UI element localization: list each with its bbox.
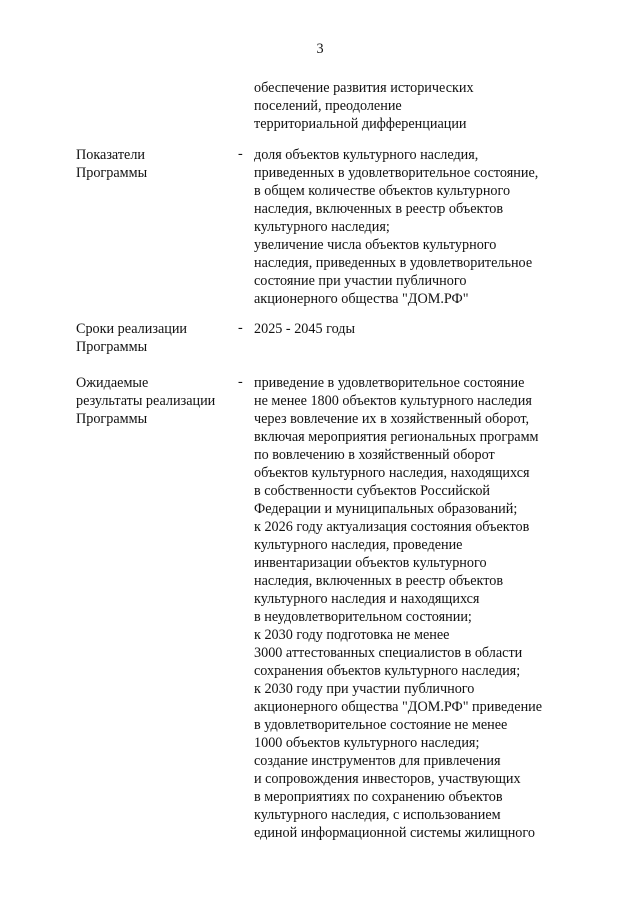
text-line: и сопровождения инвесторов, участвующих: [254, 771, 521, 787]
row-content: [254, 146, 584, 308]
row-dash: -: [238, 146, 243, 162]
text-line: единой информационной системы жилищного: [254, 825, 535, 841]
text-line: через вовлечение их в хозяйственный оборот,: [254, 411, 530, 427]
text-line: увеличение числа объектов культурного: [254, 237, 497, 253]
text-line: культурного наследия и находящихся: [254, 591, 480, 607]
text-line: поселений, преодоление: [254, 98, 402, 114]
text-line: к 2030 году при участии публичного: [254, 681, 475, 697]
text-line: по вовлечению в хозяйственный оборот: [254, 447, 495, 463]
text-line: культурного наследия, проведение: [254, 537, 463, 553]
label-line: Программы: [76, 411, 148, 427]
text-line: к 2030 году подготовка не менее: [254, 627, 450, 643]
text-line: территориальной дифференциации: [254, 116, 467, 132]
text-line: не менее 1800 объектов культурного наследия: [254, 393, 532, 409]
label-line: Программы: [76, 339, 148, 355]
intro-continuation: [254, 79, 584, 133]
text-line: в собственности субъектов Российской: [254, 483, 491, 499]
text-line: 2025 - 2045 годы: [254, 321, 356, 337]
text-line: культурного наследия;: [254, 219, 390, 235]
text-line: сохранения объектов культурного наследия;: [254, 663, 521, 679]
text-line: приведенных в удовлетворительное состояние,: [254, 165, 539, 181]
text-line: наследия, приведенных в удовлетворительное: [254, 255, 533, 271]
label-line: Показатели: [76, 147, 146, 163]
text-line: приведение в удовлетворительное состояние: [254, 375, 525, 391]
text-line: доля объектов культурного наследия,: [254, 147, 479, 163]
text-line: наследия, включенных в реестр объектов: [254, 201, 504, 217]
text-line: объектов культурного наследия, находящихся: [254, 465, 530, 481]
row-content: [254, 320, 584, 338]
row-dash: -: [238, 320, 243, 336]
text-line: обеспечение развития исторических: [254, 80, 474, 96]
text-line: к 2026 году актуализация состояния объектов: [254, 519, 530, 535]
text-line: 3000 аттестованных специалистов в области: [254, 645, 523, 661]
text-line: создание инструментов для привлечения: [254, 753, 501, 769]
row-label: [76, 320, 236, 356]
label-line: Программы: [76, 165, 148, 181]
row-label: [76, 374, 236, 428]
text-line: Федерации и муниципальных образований;: [254, 501, 518, 517]
text-line: акционерного общества "ДОМ.РФ" приведение: [254, 699, 543, 715]
text-line: 1000 объектов культурного наследия;: [254, 735, 480, 751]
row-content: [254, 374, 584, 842]
text-line: в удовлетворительное состояние не менее: [254, 717, 508, 733]
row-label: [76, 146, 236, 182]
text-line: включая мероприятия региональных программ: [254, 429, 539, 445]
row-dash: -: [238, 374, 243, 390]
text-line: в общем количестве объектов культурного: [254, 183, 511, 199]
text-line: наследия, включенных в реестр объектов: [254, 573, 504, 589]
page-number: 3: [316, 41, 324, 57]
text-line: акционерного общества "ДОМ.РФ": [254, 291, 469, 307]
text-line: инвентаризации объектов культурного: [254, 555, 487, 571]
text-line: в неудовлетворительном состоянии;: [254, 609, 472, 625]
label-line: Сроки реализации: [76, 321, 188, 337]
text-line: в мероприятиях по сохранению объектов: [254, 789, 503, 805]
text-line: состояние при участии публичного: [254, 273, 467, 289]
label-line: результаты реализации: [76, 393, 216, 409]
label-line: Ожидаемые: [76, 375, 149, 391]
text-line: культурного наследия, с использованием: [254, 807, 501, 823]
